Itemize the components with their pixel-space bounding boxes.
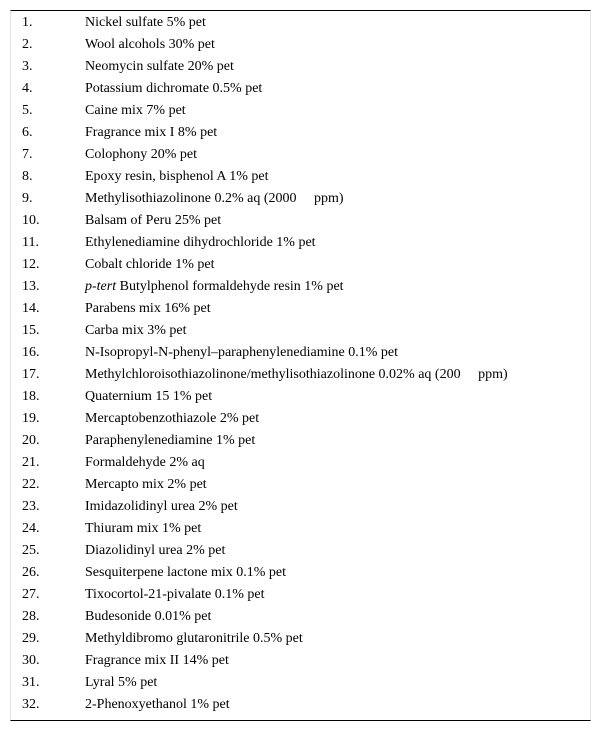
- allergen-name: N-Isopropyl-N-phenyl–paraphenylenediamine 0.1% pet: [85, 345, 398, 360]
- allergen-name: Potassium dichromate 0.5% pet: [85, 81, 263, 96]
- row-number: 22.: [22, 477, 40, 492]
- table-row: [11, 166, 590, 188]
- allergen-name: 2-Phenoxyethanol 1% pet: [85, 697, 230, 712]
- allergen-name: [85, 276, 344, 298]
- allergen-name: Tixocortol-21-pivalate 0.1% pet: [85, 587, 265, 602]
- allergen-table: [10, 10, 591, 721]
- allergen-name: Imidazolidinyl urea 2% pet: [85, 499, 238, 514]
- row-number: 9.: [22, 191, 33, 206]
- allergen-name: Carba mix 3% pet: [85, 323, 187, 338]
- table-row: [11, 320, 590, 342]
- table-row: [11, 540, 590, 562]
- row-number: 8.: [22, 169, 33, 184]
- table-row: [11, 342, 590, 364]
- table-row: [11, 650, 590, 672]
- allergen-name: Ethylenediamine dihydrochloride 1% pet: [85, 235, 316, 250]
- table-row: [11, 562, 590, 584]
- allergen-name: Epoxy resin, bisphenol A 1% pet: [85, 169, 269, 184]
- row-number: 28.: [22, 609, 40, 624]
- row-number: 7.: [22, 147, 33, 162]
- allergen-name: Diazolidinyl urea 2% pet: [85, 543, 226, 558]
- row-number: 4.: [22, 81, 33, 96]
- allergen-name: Lyral 5% pet: [85, 675, 158, 690]
- row-number: 18.: [22, 389, 40, 404]
- table-row: [11, 122, 590, 144]
- table-row: [11, 78, 590, 100]
- allergen-name: Methyldibromo glutaronitrile 0.5% pet: [85, 631, 303, 646]
- table-row: [11, 298, 590, 320]
- allergen-name: Paraphenylenediamine 1% pet: [85, 433, 256, 448]
- allergen-name: Cobalt chloride 1% pet: [85, 257, 215, 272]
- row-number: 12.: [22, 257, 40, 272]
- table-row: [11, 276, 590, 298]
- allergen-name: Balsam of Peru 25% pet: [85, 213, 222, 228]
- table-row: [11, 56, 590, 78]
- allergen-name: Colophony 20% pet: [85, 147, 197, 162]
- row-number: 30.: [22, 653, 40, 668]
- row-number: 20.: [22, 433, 40, 448]
- row-number: 27.: [22, 587, 40, 602]
- row-number: 14.: [22, 301, 40, 316]
- table-row: [11, 12, 590, 34]
- row-number: 31.: [22, 675, 40, 690]
- table-row: [11, 254, 590, 276]
- table-row: [11, 100, 590, 122]
- allergen-name: Methylisothiazolinone 0.2% aq (2000 ppm): [85, 191, 344, 206]
- table-row: [11, 628, 590, 650]
- row-number: 10.: [22, 213, 40, 228]
- allergen-name: Sesquiterpene lactone mix 0.1% pet: [85, 565, 286, 580]
- table-row: [11, 474, 590, 496]
- table-row: [11, 606, 590, 628]
- row-number: 1.: [22, 15, 33, 30]
- allergen-name: Fragrance mix I 8% pet: [85, 125, 218, 140]
- table-row: [11, 584, 590, 606]
- table-body: [11, 12, 590, 716]
- row-number: 17.: [22, 367, 40, 382]
- table-row: [11, 188, 590, 210]
- table-row: [11, 408, 590, 430]
- table-row: [11, 210, 590, 232]
- row-number: 24.: [22, 521, 40, 536]
- row-number: 6.: [22, 125, 33, 140]
- allergen-name: Formaldehyde 2% aq: [85, 455, 205, 470]
- allergen-name: Budesonide 0.01% pet: [85, 609, 212, 624]
- row-number: 21.: [22, 455, 40, 470]
- row-number: 2.: [22, 37, 33, 52]
- table-row: [11, 694, 590, 716]
- allergen-name: Quaternium 15 1% pet: [85, 389, 213, 404]
- allergen-name: Thiuram mix 1% pet: [85, 521, 202, 536]
- allergen-name: Fragrance mix II 14% pet: [85, 653, 229, 668]
- allergen-name: Mercaptobenzothiazole 2% pet: [85, 411, 260, 426]
- row-number: 3.: [22, 59, 33, 74]
- row-number: 5.: [22, 103, 33, 118]
- allergen-name: Caine mix 7% pet: [85, 103, 186, 118]
- allergen-name: Neomycin sulfate 20% pet: [85, 59, 234, 74]
- table-row: [11, 496, 590, 518]
- table-row: [11, 452, 590, 474]
- table-row: [11, 232, 590, 254]
- table-row: [11, 364, 590, 386]
- row-number: 25.: [22, 543, 40, 558]
- row-number: 11.: [22, 235, 39, 250]
- row-number: 29.: [22, 631, 40, 646]
- row-number: 13.: [22, 279, 40, 294]
- allergen-name: Nickel sulfate 5% pet: [85, 15, 206, 30]
- table-row: [11, 672, 590, 694]
- allergen-name: Methylchloroisothiazolinone/methylisothiazolinone 0.02% aq (200 ppm): [85, 367, 508, 382]
- table-row: [11, 34, 590, 56]
- row-number: 23.: [22, 499, 40, 514]
- table-row: [11, 386, 590, 408]
- allergen-name: Parabens mix 16% pet: [85, 301, 211, 316]
- row-number: 26.: [22, 565, 40, 580]
- row-number: 19.: [22, 411, 40, 426]
- row-number: 16.: [22, 345, 40, 360]
- allergen-name-rest: Butylphenol formaldehyde resin 1% pet: [116, 279, 344, 294]
- allergen-name: Wool alcohols 30% pet: [85, 37, 215, 52]
- table-row: [11, 518, 590, 540]
- table-row: [11, 430, 590, 452]
- allergen-name-italic-prefix: p-tert: [85, 279, 117, 294]
- allergen-name: Mercapto mix 2% pet: [85, 477, 207, 492]
- row-number: 32.: [22, 697, 40, 712]
- table-row: [11, 144, 590, 166]
- row-number: 15.: [22, 323, 40, 338]
